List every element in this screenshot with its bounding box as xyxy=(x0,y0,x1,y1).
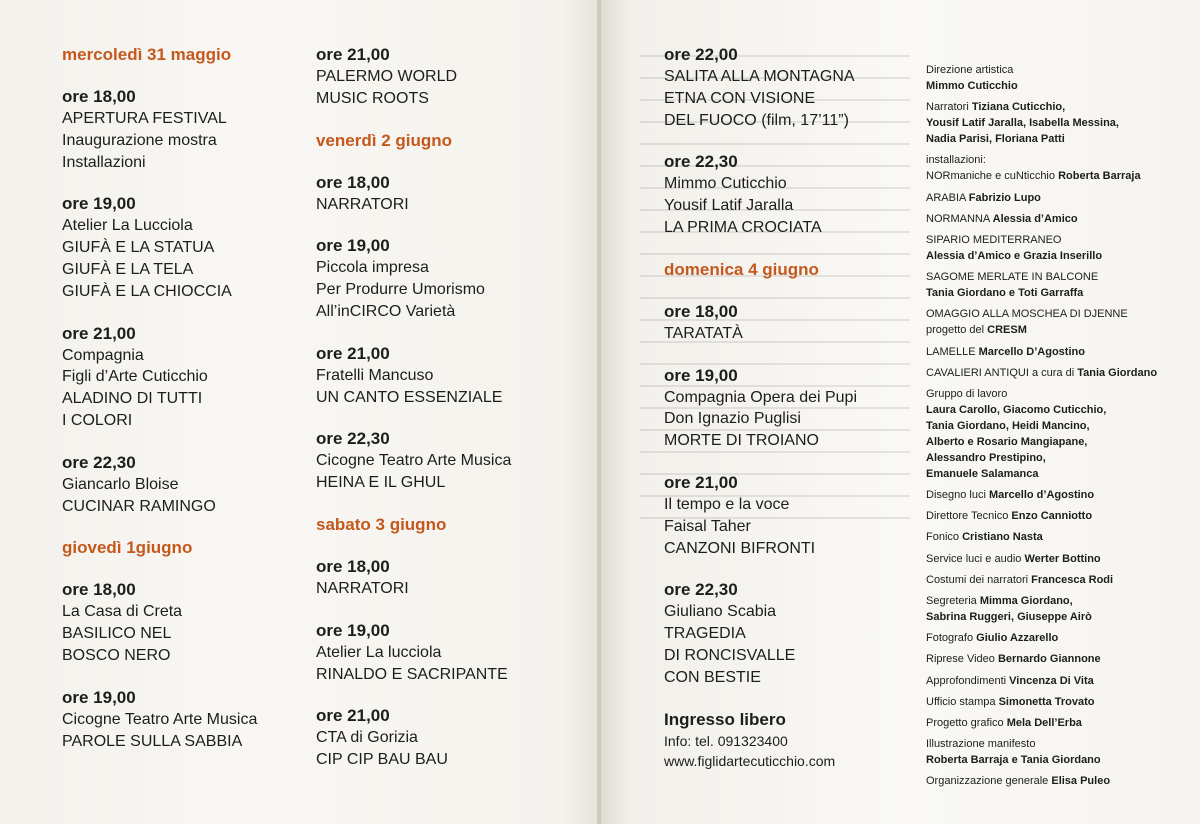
event-entry xyxy=(316,343,566,409)
event-entry xyxy=(62,687,302,753)
event-line: PAROLE SULLA SABBIA xyxy=(62,732,243,750)
credit-line xyxy=(926,529,1188,545)
event-time: ore 19,00 xyxy=(316,236,390,256)
credit-line xyxy=(926,630,1188,646)
event-line: RINALDO E SACRIPANTE xyxy=(316,665,508,683)
event-line: MUSIC ROOTS xyxy=(316,89,429,107)
event-time: ore 22,30 xyxy=(664,580,738,600)
contact-line: www.figlidartecuticchio.com xyxy=(664,752,836,769)
credit-name: Mimma Giordano, xyxy=(979,595,1073,607)
credit-entry xyxy=(926,386,1188,482)
credit-line xyxy=(926,322,1188,338)
credit-line xyxy=(926,752,1188,768)
event-line: PALERMO WORLD xyxy=(316,68,458,85)
credit-line xyxy=(926,232,1188,248)
event-line: GIUFÀ E LA STATUA xyxy=(62,239,215,257)
credit-entry xyxy=(926,344,1188,360)
event-time: ore 18,00 xyxy=(664,301,738,321)
credit-role: NORMANNA xyxy=(926,212,993,225)
event-line: HEINA E IL GHUL xyxy=(316,474,446,492)
credit-line xyxy=(926,508,1188,524)
day-heading: venerdì 2 giugno xyxy=(316,130,453,150)
credit-line xyxy=(926,365,1188,381)
credit-role: ARABIA xyxy=(926,191,969,204)
event-line: LA PRIMA CROCIATA xyxy=(664,218,822,236)
event-entry xyxy=(62,193,302,302)
event-time: ore 22,30 xyxy=(316,429,390,449)
credit-name: Laura Carollo, Giacomo Cuticchio, xyxy=(926,403,1107,416)
program-column-2 xyxy=(316,44,566,791)
event-line: Don Ignazio Puglisi xyxy=(664,410,801,428)
credit-name: Simonetta Trovato xyxy=(998,695,1095,708)
credit-role: Direzione artistica xyxy=(926,64,1014,76)
credit-name: Alberto e Rosario Mangiapane, xyxy=(926,435,1088,448)
event-line: APERTURA FESTIVAL xyxy=(62,110,227,127)
credit-line xyxy=(926,736,1188,752)
credit-entry xyxy=(926,99,1188,147)
credit-line xyxy=(926,131,1188,147)
event-line: Inaugurazione mostra xyxy=(62,131,217,149)
credit-name: Vincenza Di Vita xyxy=(1009,674,1094,687)
credit-line xyxy=(926,306,1188,322)
credit-name: Sabrina Ruggeri, Giuseppe Airò xyxy=(926,611,1092,623)
event-entry xyxy=(316,172,566,216)
credit-line xyxy=(926,99,1188,115)
credit-entry xyxy=(926,694,1188,710)
page-fold xyxy=(597,0,601,824)
credits-list xyxy=(926,62,1188,795)
credit-line xyxy=(926,386,1188,402)
event-line: CANZONI BIFRONTI xyxy=(664,539,816,557)
credit-role: LAMELLE xyxy=(926,345,979,358)
credit-entry xyxy=(926,269,1188,301)
credit-role: SAGOME MERLATE IN BALCONE xyxy=(926,271,1099,284)
credit-name: Werter Bottino xyxy=(1024,552,1101,565)
credit-entry xyxy=(926,152,1188,184)
event-time: ore 21,00 xyxy=(316,706,390,726)
credit-entry xyxy=(926,572,1188,588)
day-heading: mercoledì 31 maggio xyxy=(62,45,232,64)
credit-line xyxy=(926,152,1188,168)
credit-line xyxy=(926,62,1188,78)
event-line: Yousif Latif Jaralla xyxy=(664,197,794,215)
credit-role: Narratori xyxy=(926,101,972,114)
credit-line xyxy=(926,773,1188,789)
event-time: ore 18,00 xyxy=(316,556,390,576)
credit-line xyxy=(926,487,1188,503)
credit-role: Organizzazione generale xyxy=(926,775,1052,788)
credit-line xyxy=(926,551,1188,567)
event-line: Piccola impresa xyxy=(316,259,429,277)
credit-role: OMAGGIO ALLA MOSCHEA DI DJENNE xyxy=(926,308,1128,321)
event-line: NARRATORI xyxy=(316,579,409,597)
event-entry xyxy=(664,301,914,345)
credit-line xyxy=(926,402,1188,418)
credit-line xyxy=(926,418,1188,434)
event-line: SALITA ALLA MONTAGNA xyxy=(664,68,855,85)
credit-entry xyxy=(926,651,1188,667)
event-line: UN CANTO ESSENZIALE xyxy=(316,388,503,406)
event-line: GIUFÀ E LA CHIOCCIA xyxy=(62,282,232,300)
event-line: All’inCIRCO Varietà xyxy=(316,302,456,320)
credit-role: Fotografo xyxy=(926,632,977,645)
event-time: ore 18,00 xyxy=(316,172,390,192)
event-time: ore 19,00 xyxy=(316,620,390,640)
event-entry xyxy=(316,44,566,110)
event-line: Cicogne Teatro Arte Musica xyxy=(62,710,258,728)
event-line: Compagnia Opera dei Pupi xyxy=(664,388,858,406)
credit-entry xyxy=(926,211,1188,227)
event-entry xyxy=(62,452,302,518)
credit-entry xyxy=(926,551,1188,567)
event-time: ore 21,00 xyxy=(316,45,390,64)
credit-role: Disegno luci xyxy=(926,489,989,502)
event-time: ore 19,00 xyxy=(62,194,136,214)
credit-entry xyxy=(926,673,1188,689)
credit-role: Costumi dei narratori xyxy=(926,573,1032,586)
credit-role: installazioni: xyxy=(926,154,986,167)
credit-name: Yousif Latif Jaralla, Isabella Messina, xyxy=(926,117,1119,130)
credit-role: Riprese Video xyxy=(926,653,998,666)
event-time: ore 21,00 xyxy=(316,343,390,363)
event-time: ore 21,00 xyxy=(62,323,136,343)
credit-line xyxy=(926,434,1188,450)
credit-line xyxy=(926,593,1188,609)
credit-name: Tania Giordano xyxy=(1077,366,1158,379)
credit-line xyxy=(926,285,1188,301)
event-line: NARRATORI xyxy=(316,195,409,213)
event-line: Fratelli Mancuso xyxy=(316,366,434,384)
credit-entry xyxy=(926,365,1188,381)
event-line: Il tempo e la voce xyxy=(664,495,790,513)
day-heading: sabato 3 giugno xyxy=(316,514,447,534)
credit-role: Ufficio stampa xyxy=(926,695,999,708)
event-line: ETNA CON VISIONE xyxy=(664,89,816,107)
credit-role: Approfondimenti xyxy=(926,674,1010,687)
credit-entry xyxy=(926,62,1188,94)
day-heading: domenica 4 giugno xyxy=(664,259,819,279)
event-line: Giancarlo Bloise xyxy=(62,475,179,493)
day-heading: giovedì 1giugno xyxy=(62,538,193,558)
event-line: MORTE DI TROIANO xyxy=(664,432,819,450)
event-time: ore 22,30 xyxy=(62,452,136,472)
event-entry xyxy=(62,323,302,432)
credit-role: Fonico xyxy=(926,531,963,544)
credit-name: Nadia Parisi, Floriana Patti xyxy=(926,133,1065,146)
event-entry xyxy=(62,86,302,173)
event-entry xyxy=(62,579,302,666)
contact-line: Info: tel. 091323400 xyxy=(664,732,788,749)
credit-role: NORmaniche e cuNticchio xyxy=(926,170,1059,183)
event-line: CON BESTIE xyxy=(664,668,761,686)
credit-name: Alessia d’Amico xyxy=(992,212,1078,225)
credit-line xyxy=(926,248,1188,264)
credit-entry xyxy=(926,232,1188,264)
credit-name: Roberta Barraja e Tania Giordano xyxy=(926,754,1101,767)
event-entry xyxy=(316,235,566,322)
event-line: DI RONCISVALLE xyxy=(664,646,796,664)
event-line: ALADINO DI TUTTI xyxy=(62,390,203,408)
credit-line xyxy=(926,344,1188,360)
credit-name: Marcello D’Agostino xyxy=(978,345,1085,358)
credit-role: SIPARIO MEDITERRANEO xyxy=(926,233,1062,246)
event-time: ore 22,30 xyxy=(664,152,738,172)
credit-name: Tiziana Cuticchio, xyxy=(971,101,1066,114)
event-line: Cicogne Teatro Arte Musica xyxy=(316,452,512,470)
event-line: CTA di Gorizia xyxy=(316,729,418,747)
event-line: TRAGEDIA xyxy=(664,625,746,643)
event-entry xyxy=(664,472,914,559)
credit-role: progetto del xyxy=(926,324,988,337)
event-line: Atelier La lucciola xyxy=(316,643,442,661)
credit-line xyxy=(926,609,1188,625)
credit-name: Mimmo Cuticchio xyxy=(926,80,1018,92)
credit-name: Emanuele Salamanca xyxy=(926,467,1039,480)
credit-entry xyxy=(926,529,1188,545)
credit-role: Progetto grafico xyxy=(926,716,1007,729)
event-line: Compagnia xyxy=(62,346,144,364)
credit-name: Francesca Rodi xyxy=(1031,573,1114,586)
credit-entry xyxy=(926,190,1188,206)
event-line: Faisal Taher xyxy=(664,517,751,535)
credit-line xyxy=(926,269,1188,285)
credit-name: Roberta Barraja xyxy=(1058,170,1141,183)
event-line: CUCINAR RAMINGO xyxy=(62,497,216,515)
credit-line xyxy=(926,450,1188,466)
credit-entry xyxy=(926,487,1188,503)
event-time: ore 21,00 xyxy=(664,472,738,492)
event-line: Figli d’Arte Cuticchio xyxy=(62,368,208,386)
credit-entry xyxy=(926,306,1188,338)
event-line: BASILICO NEL xyxy=(62,625,172,643)
credit-role: Service luci e audio xyxy=(926,552,1025,565)
credit-line xyxy=(926,673,1188,689)
credit-name: Mela Dell’Erba xyxy=(1006,716,1082,729)
event-time: ore 18,00 xyxy=(62,580,136,600)
credit-role: Segreteria xyxy=(926,595,980,607)
event-line: Per Produrre Umorismo xyxy=(316,281,485,299)
program-column-3 xyxy=(664,44,914,771)
event-line: Mimmo Cuticchio xyxy=(664,175,787,193)
credit-name: Tania Giordano e Toti Garraffa xyxy=(926,287,1084,300)
event-time: ore 19,00 xyxy=(664,365,738,385)
credit-line xyxy=(926,115,1188,131)
credit-line xyxy=(926,78,1188,94)
credit-name: Enzo Canniotto xyxy=(1011,510,1093,523)
credit-entry xyxy=(926,508,1188,524)
event-line: DEL FUOCO (film, 17’11”) xyxy=(664,111,849,129)
program-column-1 xyxy=(62,44,302,772)
credit-line xyxy=(926,211,1188,227)
event-entry xyxy=(316,620,566,686)
credit-role: Illustrazione manifesto xyxy=(926,738,1036,751)
credit-name: Alessia d’Amico e Grazia Inserillo xyxy=(926,249,1103,262)
event-entry xyxy=(664,151,914,238)
credit-line xyxy=(926,168,1188,184)
event-line: Giuliano Scabia xyxy=(664,603,777,621)
credit-line xyxy=(926,651,1188,667)
credit-name: Alessandro Prestipino, xyxy=(926,451,1046,464)
credit-name: Cristiano Nasta xyxy=(962,531,1043,544)
credit-name: CRESM xyxy=(987,324,1027,337)
credit-line xyxy=(926,466,1188,482)
credit-line xyxy=(926,715,1188,731)
credit-role: CAVALIERI ANTIQUI a cura di xyxy=(926,366,1078,379)
event-entry xyxy=(316,428,566,494)
event-line: CIP CIP BAU BAU xyxy=(316,751,448,769)
credit-name: Tania Giordano, Heidi Mancino, xyxy=(926,419,1090,432)
credit-line xyxy=(926,572,1188,588)
event-line: Atelier La Lucciola xyxy=(62,217,193,235)
credit-entry xyxy=(926,715,1188,731)
credit-role: Direttore Tecnico xyxy=(926,510,1012,523)
event-entry xyxy=(664,365,914,452)
credit-role: Gruppo di lavoro xyxy=(926,387,1008,400)
event-entry xyxy=(316,556,566,600)
event-line: TARATATÀ xyxy=(664,324,743,342)
credit-name: Bernardo Giannone xyxy=(997,653,1101,666)
event-time: ore 22,00 xyxy=(664,45,738,64)
event-line: BOSCO NERO xyxy=(62,646,171,664)
admission-info xyxy=(664,709,914,771)
event-time: ore 19,00 xyxy=(62,687,136,707)
credit-name: Fabrizio Lupo xyxy=(968,191,1041,204)
event-entry xyxy=(664,579,914,688)
event-line: I COLORI xyxy=(62,411,133,429)
event-line: Installazioni xyxy=(62,153,146,171)
event-time: ore 18,00 xyxy=(62,87,136,106)
credit-entry xyxy=(926,736,1188,768)
credit-line xyxy=(926,190,1188,206)
event-line: La Casa di Creta xyxy=(62,603,183,621)
admission-title: Ingresso libero xyxy=(664,709,786,729)
credit-entry xyxy=(926,630,1188,646)
credit-entry xyxy=(926,773,1188,789)
credit-line xyxy=(926,694,1188,710)
event-line: GIUFÀ E LA TELA xyxy=(62,260,194,278)
credit-entry xyxy=(926,593,1188,625)
event-entry xyxy=(316,705,566,771)
credit-name: Marcello d’Agostino xyxy=(988,489,1095,502)
credit-name: Elisa Puleo xyxy=(1051,775,1111,788)
event-entry xyxy=(664,44,914,131)
credit-name: Giulio Azzarello xyxy=(976,632,1059,645)
